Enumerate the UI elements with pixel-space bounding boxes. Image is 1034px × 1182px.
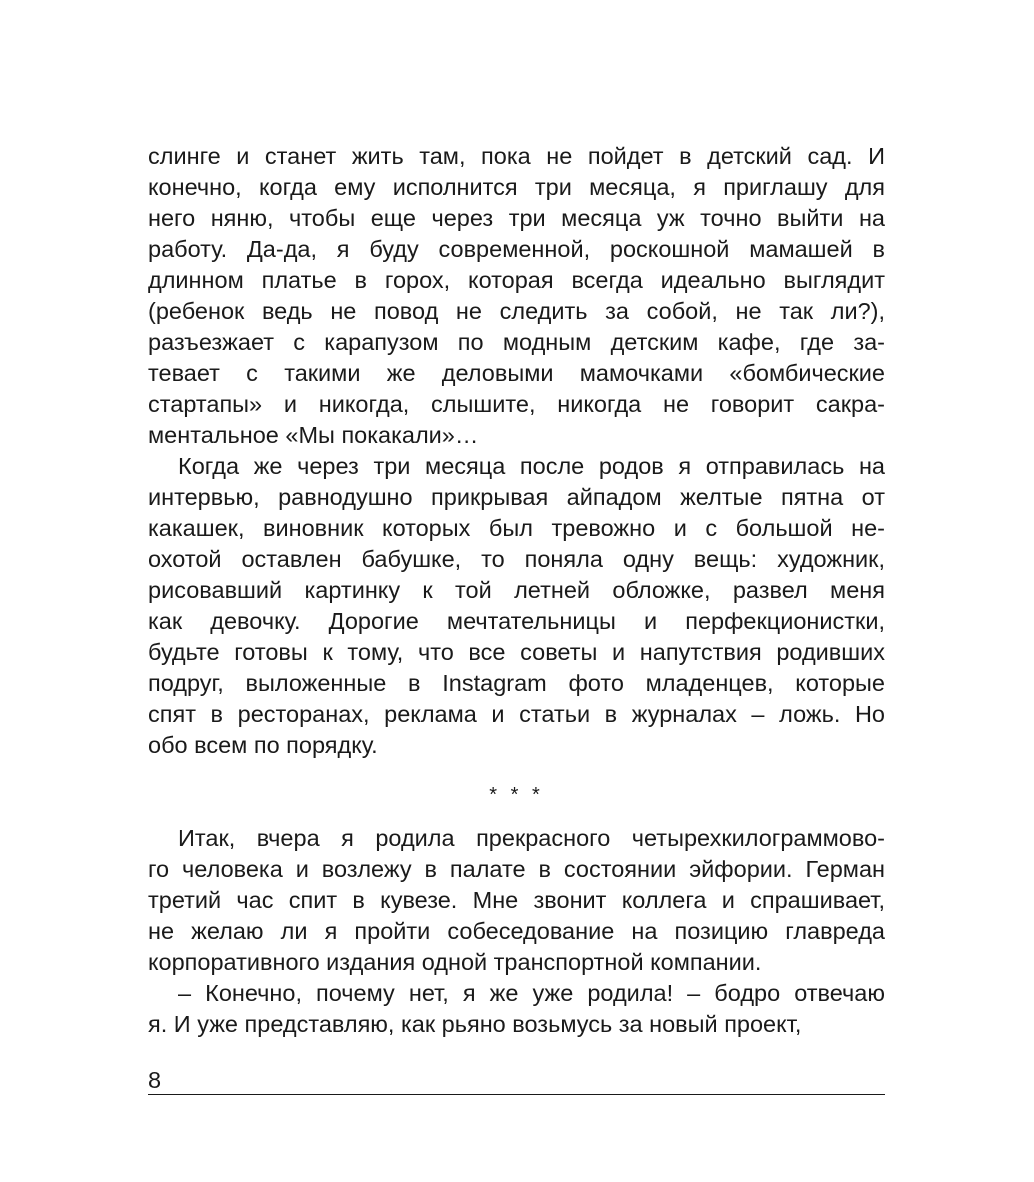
text-line: подруг, выложенные в Instagram фото младенцев, которые bbox=[148, 670, 885, 696]
text-line: корпоративного издания одной транспортной компании. bbox=[148, 949, 762, 975]
text-line: третий час спит в кувезе. Мне звонит коллега и спрашивает, bbox=[148, 887, 885, 913]
text-line: ментальное «Мы покакали»… bbox=[148, 422, 479, 448]
text-line: обо всем по порядку. bbox=[148, 732, 378, 758]
text-line: – Конечно, почему нет, я же уже родила! – бодро отвечаю bbox=[178, 980, 885, 1006]
text-line: как девочку. Дорогие мечтательницы и перфекционистки, bbox=[148, 608, 885, 634]
text-line: охотой оставлен бабушке, то поняла одну вещь: художник, bbox=[148, 546, 885, 572]
text-line: стартапы» и никогда, слышите, никогда не говорит сакра- bbox=[148, 391, 885, 417]
text-line: не желаю ли я пройти собеседование на позицию главреда bbox=[148, 918, 885, 944]
text-line: го человека и возлежу в палате в состоянии эйфории. Герман bbox=[148, 856, 885, 882]
paragraph bbox=[148, 141, 885, 451]
page-footer bbox=[148, 1066, 885, 1095]
text-line: я. И уже представляю, как рьяно возьмусь за новый проект, bbox=[148, 1011, 802, 1037]
text-line: (ребенок ведь не повод не следить за собой, не так ли?), bbox=[148, 298, 885, 324]
text-line: будьте готовы к тому, что все советы и напутствия родивших bbox=[148, 639, 885, 665]
text-line: работу. Да-да, я буду современной, роскошной мамашей в bbox=[148, 236, 885, 262]
paragraph bbox=[148, 823, 885, 978]
text-line: него няню, чтобы еще через три месяца уж точно выйти на bbox=[148, 205, 885, 231]
paragraph bbox=[148, 451, 885, 761]
text-line: какашек, виновник которых был тревожно и с большой не- bbox=[148, 515, 885, 541]
text-block-top bbox=[148, 141, 885, 761]
text-line: слинге и станет жить там, пока не пойдет в детский сад. И bbox=[148, 143, 885, 169]
text-block-bottom bbox=[148, 823, 885, 1040]
text-line: Итак, вчера я родила прекрасного четырехкилограммово- bbox=[178, 825, 885, 851]
text-line: длинном платье в горох, которая всегда идеально выглядит bbox=[148, 267, 885, 293]
page-number: 8 bbox=[148, 1067, 162, 1093]
section-separator: * * * bbox=[489, 784, 544, 806]
text-line: интервью, равнодушно прикрывая айпадом желтые пятна от bbox=[148, 484, 885, 510]
paragraph bbox=[148, 978, 885, 1040]
text-line: тевает с такими же деловыми мамочками «бомбические bbox=[148, 360, 885, 386]
text-line: Когда же через три месяца после родов я отправилась на bbox=[178, 453, 885, 479]
text-line: рисовавший картинку к той летней обложке, развел меня bbox=[148, 577, 885, 603]
text-line: спят в ресторанах, реклама и статьи в журналах – ложь. Но bbox=[148, 701, 885, 727]
text-line: конечно, когда ему исполнится три месяца, я приглашу для bbox=[148, 174, 885, 200]
text-line: разъезжает с карапузом по модным детским кафе, где за- bbox=[148, 329, 885, 355]
book-page-body bbox=[148, 141, 885, 1040]
